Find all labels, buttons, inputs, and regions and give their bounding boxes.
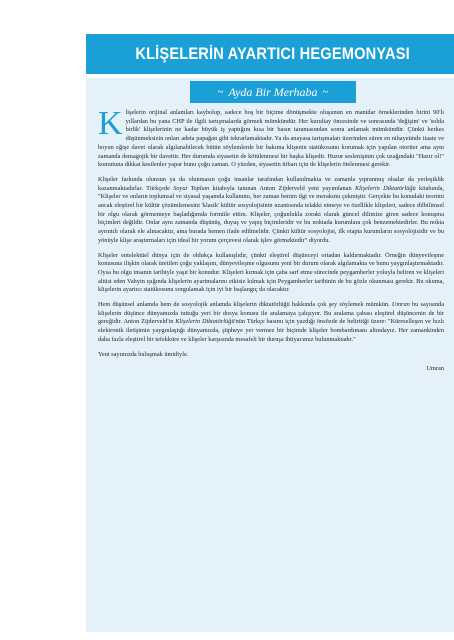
closing-line: Yeni sayımızda buluşmak ümidiyle. <box>98 350 189 358</box>
page-title: KLİŞELERİN AYARTICI HEGEMONYASI <box>135 44 411 63</box>
paragraph-4-text-b: bu sayısında klişelerin düşünce dünyamızda tuttuğu yeri bir dosya konusu ile aralamaya çalışıyor. Bu aralama çabası eleştirel düşüncenin de bir gereğidir. Anton Zijderveld'in <box>98 301 444 326</box>
left-ornament-icon: ~ <box>217 86 224 98</box>
paragraph-2-text-a: Klişeler farkında olunsun ya da olunmasın çoğu insanlar tarafından kullanılmakta ve zamanla yıpranmış olsalar da yerleşiklik kazanmaktadırlar. Türkçede <box>98 175 444 192</box>
book-title-soyut-toplum: Soyut Toplum <box>173 184 210 192</box>
paragraph-3: Klişeler entelektüel dünya için de oldukça kullanışlıdır, çünkü eleştirel düşünceyi ortadan kaldırmaktadır. Örneğin dünyevileşme konusuna ilişkin olarak üretilen çoğu yaklaşım, dünyevileşme olgusunu yeni bir durum olarak algılamakta ve bunu yaygınlaştırmaktadır. Oysa bu olgu insanın tarihiyle yaşıt bir konudur. Klişeleri kırmak için çaba sarf etme sürecinde peygamberler yoluyla beliren ve klişeleri altüst eden Vahyin ışığında klişelerin ayartmalarını etkisiz kılmak için Peygamberler tarihinin de bu gözle okunması gerekir. Bu okuma, klişelerin ayartıcı statükosunu sorgulamak için iyi bir başlangıç da olacaktır. <box>98 251 444 294</box>
magazine-name: Umran <box>391 301 410 309</box>
section-title: Ayda Bir Merhaba <box>228 84 318 99</box>
article-body <box>98 105 444 380</box>
signature: Umran <box>426 365 444 373</box>
paragraph-2-text-b: kitabıyla tanınan Anton Zijderveld yeni yayımlanan <box>209 184 355 192</box>
section-badge <box>190 81 356 103</box>
paragraph-2-text-c: kitabında, "Klişeler ve onların toplumsal ve siyasal yaşamda kullanımı, her zaman benim ilgi ve merakımı çekmiştir. Gerçekte bu konudaki teorimi ancak eleştirel bir kültür çözümlemesini 'klasik' kültür sosyolojisinin uzantısında telakki etmeye ve özellikle klişeleri, sadece dilbilimsel bir olgu olarak görmemeye başladığımda formüle ettim. Klişeler, çoğunlukla zoraki olarak güncel dilimize giren sadece konuşma biçimleri değildir. Onlar aynı zamanda düşünüş, duyuş ve yapış biçimleridir ve bu noktada kurumlara çok benzemektedirler. Bu nokta ayrıntılı olarak ele alınacaktır, ama burada hemen ifade edilmelidir. Çünkü kültür sosyolojisi, ilk etapta kurumların sosyolojisidir ve bu yönüyle klişe araştırmaları için ideal bir yorum çerçevesi olarak işlev görmektedir" diyordu. <box>98 184 444 244</box>
paragraph-2 <box>98 176 444 246</box>
paragraph-1-text: lişelerin orijinal anlamları kaybolup, sadece boş bir biçime dönüşmekte oluşunun en manidar örneklerinden birini 90'lı yıllardan bu yana CHP ile ilgili tartışmalarda görmek mümkündür. Her kurultay öncesinde ve sonrasında 'değişim' ve 'solda birlik' klişelerinin ne kadar büyük iş yaptığını kısa bir basın taramasından sonra anlamak mümkündür. Çünkü herkes düşünmeksizin onları adeta papağan gibi tekrarlamaktadır. Ya da anayasa tartışmaları üzerinden süren en nihayetinde itaate ve boyun eğişe davet olarak algılanabilecek bütün söylemlerde bir bakıma klişenin statükosunu korumak için yapılan otoriter ama aynı zamanda demagojik bir davettir. Her durumda siyasetin de kötülenmesi bir başka klişedir. Huzur seslenişinin çok uzağındaki "Hazır ol!" komutuna dikkat kesilenler yapar bunu çoğu zaman. O yüzden, siyasetin itibarı için de klişelerin ötelenmesi gerekir. <box>98 109 444 169</box>
title-banner <box>86 34 454 74</box>
section-header <box>86 80 454 104</box>
paragraph-4 <box>98 301 444 345</box>
right-ornament-icon: ~ <box>322 86 329 98</box>
paragraph-4-text-c: 'nün Türkçe basımı için yazdığı önsözde de belirttiği üzere: "Küreselleşen ve hızlı elektronik iletişimin yaygınlaştığı dünyamızda, şüpheye yer vermez bir biçimde klişeler bombardımanı altındayız. Her zamankinden daha fazla eleştirel bir tefekküre ve klişeler karşısında mesafeli bir duruşa ihtiyacımız bulunmaktadır." <box>98 318 444 343</box>
paragraph-1 <box>98 105 444 170</box>
book-title-kliselerin-diktatorlugu: Klişelerin Diktatörlüğü <box>354 184 416 192</box>
paragraph-4-text-a: Hem düşünsel anlamda hem de sosyolojik anlamda klişelerin diktatörlüğü hakkında çok şey söylemek mümkün. <box>98 301 392 309</box>
drop-cap: K <box>98 105 123 142</box>
book-title-kliselerin-diktatorlugu-2: Klişelerin Diktatörlüğü <box>175 318 235 326</box>
